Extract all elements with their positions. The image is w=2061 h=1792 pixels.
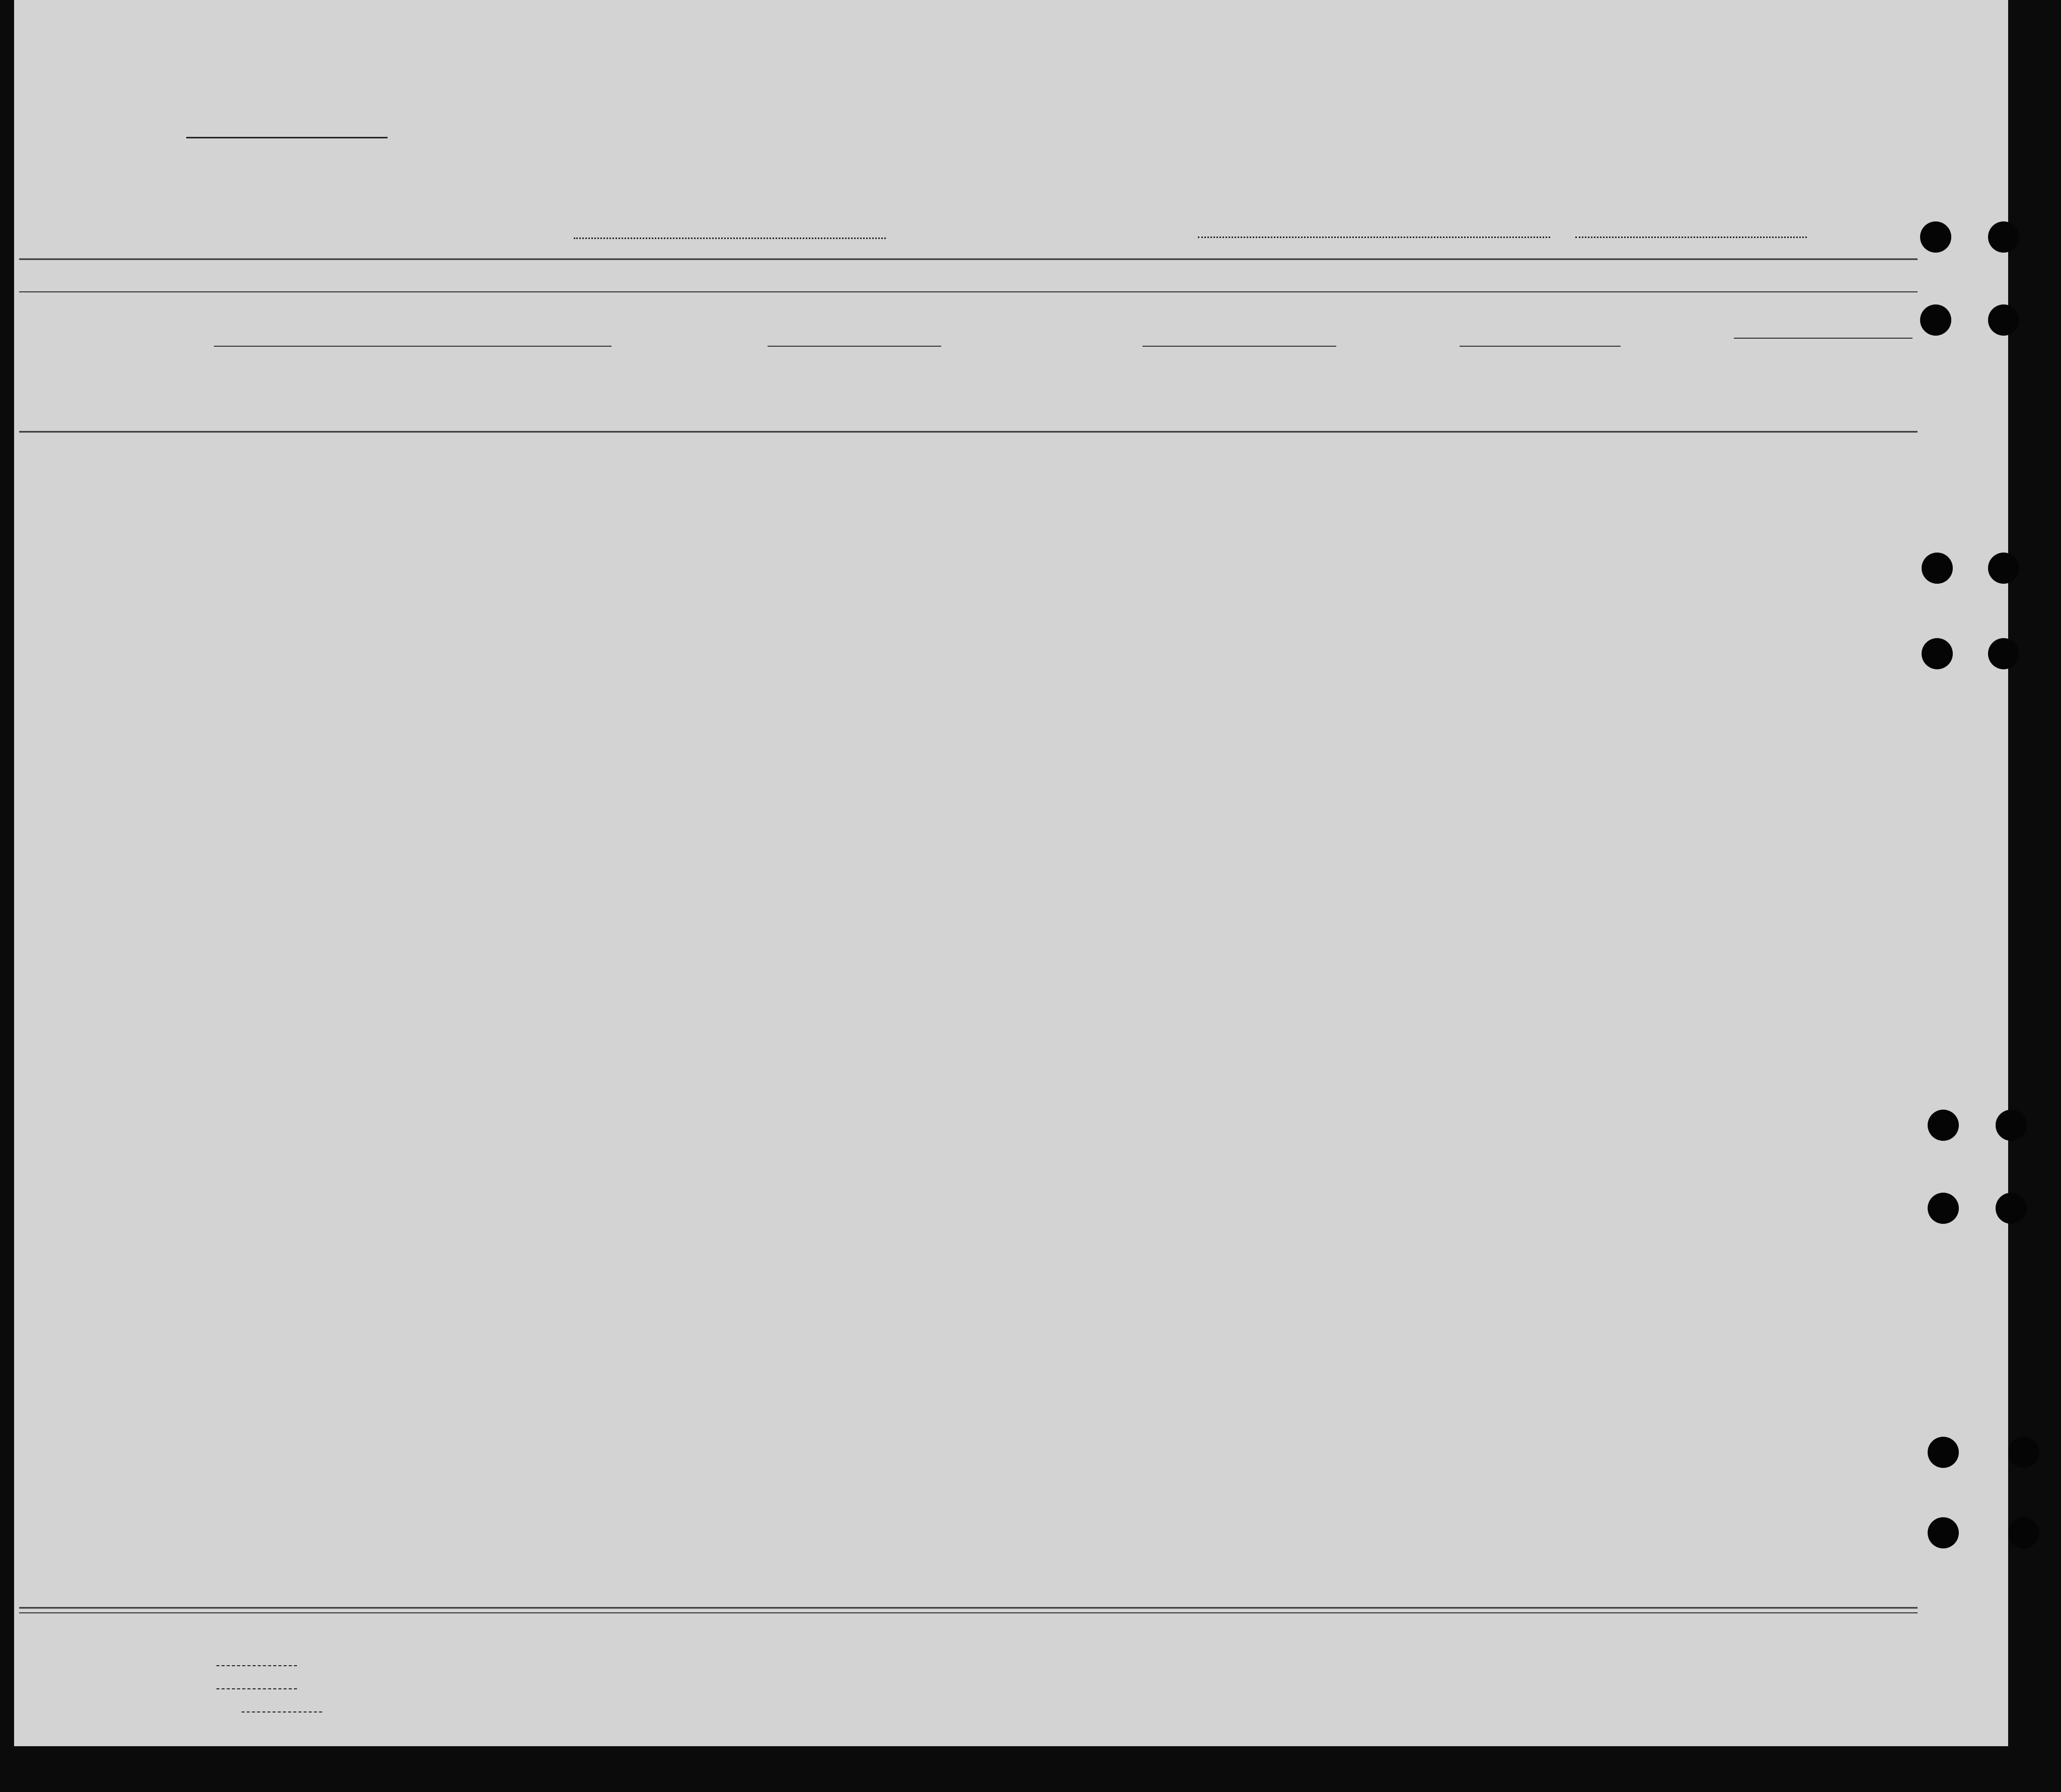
list-underline bbox=[186, 137, 388, 138]
ship-underline bbox=[574, 238, 886, 239]
total-passengers-field[interactable] bbox=[216, 1665, 297, 1666]
aliens-row bbox=[237, 1699, 322, 1723]
binder-hole bbox=[1996, 1193, 2027, 1224]
us-citizens-row bbox=[211, 1676, 322, 1699]
us-citizens-field[interactable] bbox=[216, 1688, 297, 1689]
binder-hole bbox=[1988, 304, 2019, 336]
sailing-date-field[interactable] bbox=[1575, 237, 1807, 238]
binder-hole bbox=[1928, 1437, 1959, 1468]
binder-hole bbox=[1988, 221, 2019, 253]
binder-hole bbox=[1996, 1110, 2027, 1141]
aliens-field[interactable] bbox=[242, 1711, 322, 1712]
binder-hole bbox=[1928, 1193, 1959, 1224]
sailing-from-field[interactable] bbox=[1198, 237, 1550, 238]
binder-hole bbox=[1920, 221, 1951, 253]
binder-hole bbox=[1922, 553, 1953, 584]
binder-hole bbox=[1920, 304, 1951, 336]
binder-hole bbox=[1988, 553, 2019, 584]
binder-hole bbox=[1928, 1517, 1959, 1548]
total-passengers-row bbox=[211, 1653, 322, 1676]
manifest-sheet bbox=[14, 0, 2008, 1746]
binder-hole bbox=[2008, 1517, 2039, 1548]
totals-block bbox=[211, 1653, 322, 1723]
binder-hole bbox=[1928, 1110, 1959, 1141]
binder-hole bbox=[1922, 638, 1953, 669]
binder-hole bbox=[2008, 1437, 2039, 1468]
binder-hole bbox=[1988, 638, 2019, 669]
